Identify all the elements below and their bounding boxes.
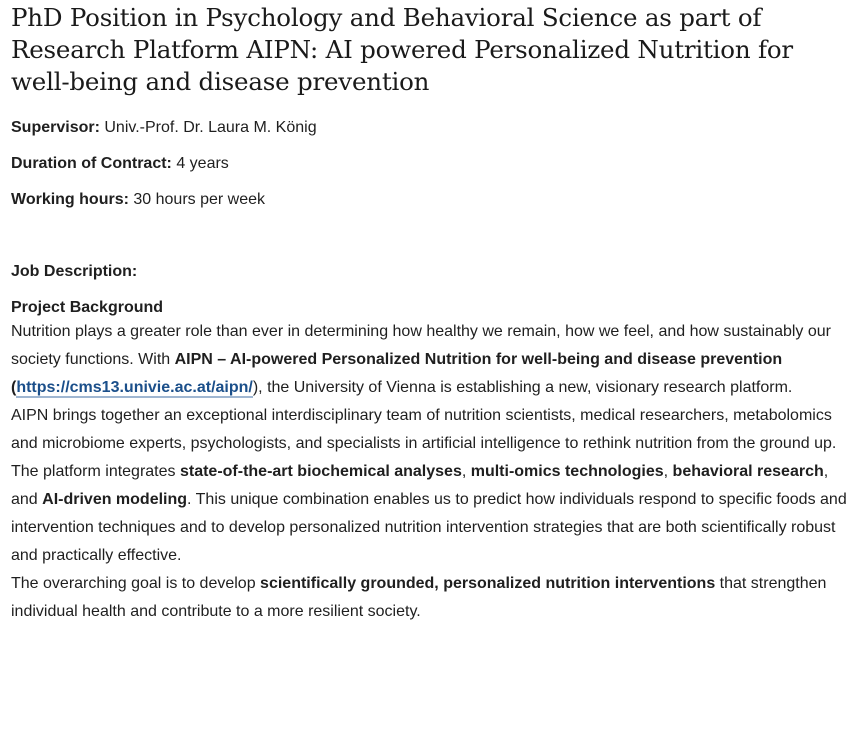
supervisor-value: Univ.-Prof. Dr. Laura M. König [104, 119, 317, 136]
paragraph-platform-text-2: , [461, 463, 471, 480]
paragraph-team: AIPN brings together an exceptional interdisciplinary team of nutrition scientists, medical researchers, metabolomics and microbiome experts, psychologists, and specialists in artificial intelligence to rethink nutrition from the ground up. [11, 407, 837, 452]
duration-line [11, 154, 857, 174]
supervisor-label: Supervisor: [11, 119, 100, 136]
supervisor-line [11, 118, 857, 138]
paragraph-intro [11, 318, 857, 402]
paragraph-platform-text-5: . This unique combination enables us to predict how individuals respond to specific foods and intervention techniques and to develop personalized nutrition intervention strategies that are both scientifically robust and practically effective. [11, 491, 847, 564]
paragraph-platform-bold-1: state-of-the-art biochemical analyses [179, 463, 462, 480]
duration-label: Duration of Contract: [11, 155, 172, 172]
paragraph-goal-text-1: The overarching goal is to develop [11, 575, 261, 592]
paragraph-intro-text-2: ), the University of Vienna is establishing a new, visionary research platform. [252, 379, 793, 396]
paragraph-platform-text-4: , and [11, 463, 829, 508]
paragraph-platform-text-3: , [663, 463, 673, 480]
job-description-heading: Job Description: [11, 263, 138, 280]
duration-value: 4 years [176, 155, 229, 172]
paragraph-platform-bold-2: multi-omics technologies [470, 463, 664, 480]
paragraph-intro-text-1: Nutrition plays a greater role than ever in determining how healthy we remain, how we feel, and how sustainably our society functions. With [11, 323, 831, 368]
paragraph-platform [11, 458, 857, 570]
aipn-link[interactable]: https://cms13.univie.ac.at/aipn/ [16, 379, 253, 396]
job-posting [11, 0, 857, 626]
paragraph-platform-bold-3: behavioral research [672, 463, 824, 480]
working-hours-line [11, 190, 857, 210]
paragraph-goal-bold: scientifically grounded, personalized nutrition interventions [260, 575, 716, 592]
paragraph-goal-text-2: that strengthen individual health and contribute to a more resilient society. [11, 575, 827, 620]
paragraph-goal [11, 570, 857, 626]
paragraph-platform-bold-4: AI-driven modeling [42, 491, 188, 508]
project-background-heading: Project Background [11, 299, 164, 316]
paragraph-intro-bold: AIPN – AI-powered Personalized Nutrition for well-being and disease prevention ( [11, 351, 783, 396]
working-hours-value: 30 hours per week [133, 191, 266, 208]
working-hours-label: Working hours: [11, 191, 129, 208]
page-title: PhD Position in Psychology and Behavioral Science as part of Research Platform AIPN: AI powered Personalized Nutrition for well-being and disease prevention [11, 3, 793, 96]
paragraph-platform-text-1: The platform integrates [11, 463, 180, 480]
